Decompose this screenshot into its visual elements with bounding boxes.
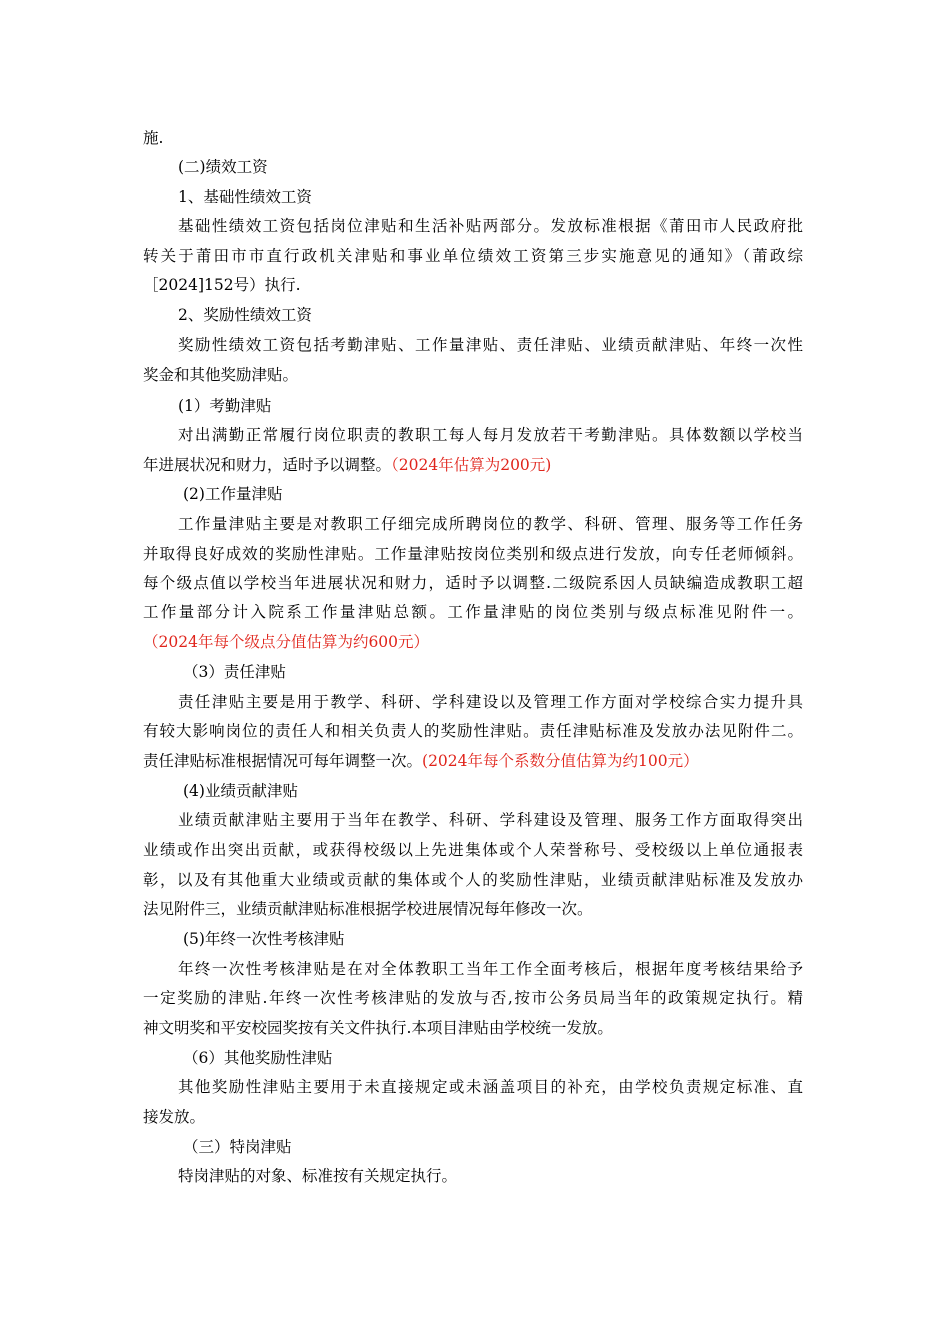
item-heading-attendance: (1）考勤津贴 xyxy=(178,397,272,415)
paragraph-line: 对出满勤正常履行岗位职责的教职工每人每月发放若干考勤津贴。具体数额以学校当 xyxy=(178,426,803,444)
paragraph-line-with-note xyxy=(143,455,551,475)
item-heading-year-end: (5)年终一次性考核津贴 xyxy=(183,930,345,948)
subheading-incentive-performance-pay: 2、奖励性绩效工资 xyxy=(178,306,312,324)
paragraph-line: 业绩或作出突出贡献，或获得校级以上先进集体或个人荣誉称号、受校级以上单位通报表 xyxy=(143,841,803,859)
paragraph-line: 有较大影响岗位的责任人和相关负责人的奖励性津贴。责任津贴标准及发放办法见附件二。 xyxy=(143,722,803,740)
paragraph-tail: 施. xyxy=(143,129,164,147)
paragraph-line-with-note xyxy=(143,751,699,771)
item-heading-other-incentive: （6）其他奖励性津贴 xyxy=(183,1049,333,1067)
paragraph-line: 工作量部分计入院系工作量津贴总额。工作量津贴的岗位类别与级点标准见附件一。 xyxy=(143,603,803,621)
paragraph-line: 奖金和其他奖励津贴。 xyxy=(143,366,299,384)
paragraph-line: 一定奖励的津贴.年终一次性考核津贴的发放与否,按市公务员局当年的政策规定执行。精 xyxy=(143,989,803,1007)
paragraph-line: 转关于莆田市市直行政机关津贴和事业单位绩效工资第三步实施意见的通知》（莆政综 xyxy=(143,247,803,265)
paragraph-line: 工作量津贴主要是对教职工仔细完成所聘岗位的教学、科研、管理、服务等工作任务 xyxy=(178,515,803,533)
paragraph-line: 每个级点值以学校当年进展状况和财力，适时予以调整.二级院系因人员缺编造成教职工超 xyxy=(143,574,803,592)
paragraph-line: 基础性绩效工资包括岗位津贴和生活补贴两部分。发放标准根据《莆田市人民政府批 xyxy=(178,217,803,235)
estimate-note: （2024年估算为200元) xyxy=(391,456,552,474)
paragraph-line: ［2024]152号）执行. xyxy=(143,276,301,294)
paragraph-text: 年进展状况和财力，适时予以调整。 xyxy=(143,456,392,474)
paragraph-line: 业绩贡献津贴主要用于当年在教学、科研、学科建设及管理、服务工作方面取得突出 xyxy=(178,811,803,829)
estimate-note: (2024年每个系数分值估算为约100元） xyxy=(422,752,699,770)
subheading-basic-performance-pay: 1、基础性绩效工资 xyxy=(178,188,312,206)
item-heading-achievement: (4)业绩贡献津贴 xyxy=(183,782,298,800)
paragraph-line: 奖励性绩效工资包括考勤津贴、工作量津贴、责任津贴、业绩贡献津贴、年终一次性 xyxy=(178,336,803,354)
paragraph-line: 责任津贴主要是用于教学、科研、学科建设以及管理工作方面对学校综合实力提升具 xyxy=(178,693,803,711)
item-heading-workload: (2)工作量津贴 xyxy=(183,485,283,503)
paragraph-line: 彰，以及有其他重大业绩或贡献的集体或个人的奖励性津贴，业绩贡献津贴标准及发放办 xyxy=(143,871,803,889)
paragraph-line: 并取得良好成效的奖励性津贴。工作量津贴按岗位类别和级点进行发放，向专任老师倾斜。 xyxy=(143,545,803,563)
paragraph-line: 法见附件三，业绩贡献津贴标准根据学校进展情况每年修改一次。 xyxy=(143,900,593,918)
section-heading-special-post: （三）特岗津贴 xyxy=(183,1138,292,1156)
paragraph-line: 接发放。 xyxy=(143,1108,206,1126)
paragraph-line: 年终一次性考核津贴是在对全体教职工当年工作全面考核后，根据年度考核结果给予 xyxy=(178,960,803,978)
section-heading-performance-pay: (二)绩效工资 xyxy=(178,158,268,176)
paragraph-text: 责任津贴标准根据情况可每年调整一次。 xyxy=(143,752,423,770)
estimate-note: （2024年每个级点分值估算为约600元） xyxy=(143,633,430,651)
item-heading-responsibility: （3）责任津贴 xyxy=(183,663,286,681)
paragraph-line: 特岗津贴的对象、标准按有关规定执行。 xyxy=(178,1167,458,1185)
paragraph-line: 神文明奖和平安校园奖按有关文件执行.本项目津贴由学校统一发放。 xyxy=(143,1019,613,1037)
paragraph-line: 其他奖励性津贴主要用于未直接规定或未涵盖项目的补充，由学校负责规定标准、直 xyxy=(178,1078,803,1096)
